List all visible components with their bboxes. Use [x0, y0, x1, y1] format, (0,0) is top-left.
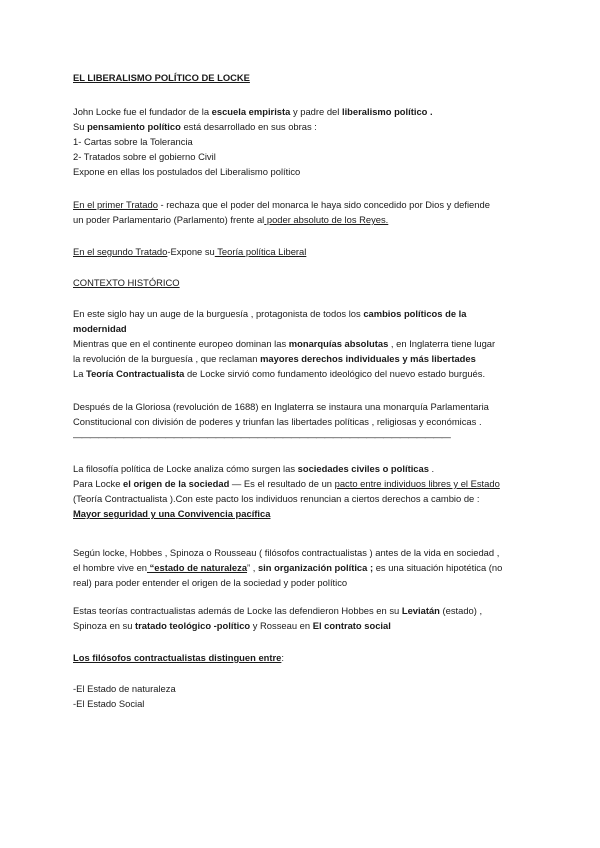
text: el hombre vive en: [73, 562, 147, 573]
segun-paragraph: [73, 545, 533, 590]
text: Para Locke: [73, 478, 124, 489]
text: .: [428, 463, 435, 474]
text: , en Inglaterra tiene lugar: [388, 338, 496, 349]
contexto-line-4: [73, 351, 533, 366]
bold-text: liberalismo político .: [341, 106, 433, 117]
list-item: -El Estado de naturaleza: [73, 683, 176, 694]
bold-text: mayores derechos individuales y más libertades: [260, 353, 476, 364]
text: :: [281, 652, 284, 663]
text: y Rosseau en: [250, 620, 313, 631]
estados-list: [73, 681, 533, 711]
bold-text: tratado teológico -político: [135, 620, 251, 631]
document-title: [73, 70, 533, 85]
text: Mientras que en el continente europeo dominan las: [73, 338, 289, 349]
bold-text: escuela empirista: [211, 106, 291, 117]
text: Estas teorías contractualistas además de Locke las defendieron Hobbes en su: [73, 605, 402, 616]
underlined-text: En el primer Tratado: [73, 199, 158, 210]
segun-line-1: Según locke, Hobbes , Spinoza o Rousseau ( filósofos contractualistas ) antes de la vida en sociedad ,: [73, 547, 500, 558]
gloriosa-line-1: Después de la Gloriosa (revolución de 1688) en Inglaterra se instaura una monarquía Parlamentaria: [73, 401, 489, 412]
text: - rechaza que el poder del monarca le haya sido concedido por Dios y defiende: [157, 199, 490, 210]
primer-tratado-paragraph: [73, 197, 533, 227]
text: un poder Parlamentario (Parlamento) frente al: [73, 214, 265, 225]
segundo-tratado-line: [73, 244, 533, 259]
text: (estado) ,: [439, 605, 483, 616]
bold-text: El contrato social: [312, 620, 391, 631]
teorias-line-2: [73, 618, 533, 633]
text: Su: [73, 121, 88, 132]
text: La filosofía política de Locke analiza cómo surgen las: [73, 463, 298, 474]
bold-text: modernidad: [73, 323, 127, 334]
bold-text: monarquías absolutas: [288, 338, 389, 349]
intro-line-2: [73, 119, 533, 134]
contexto-heading: CONTEXTO HISTÓRICO: [73, 277, 180, 288]
text: la revolución de la burguesía , que reclaman: [73, 353, 261, 364]
divider-rule: —————————————————————————————————————————————: [73, 431, 450, 442]
filosofia-line-4: [73, 506, 533, 521]
text: y padre del: [290, 106, 342, 117]
text: es una situación hipotética (no: [373, 562, 503, 573]
intro-line-1: [73, 104, 533, 119]
distinguen-line: [73, 650, 533, 665]
text: La: [73, 368, 87, 379]
contexto-line-5: [73, 366, 533, 381]
bold-text: sociedades civiles o políticas: [297, 463, 429, 474]
contexto-line-3: [73, 336, 533, 351]
teorias-paragraph: [73, 603, 533, 633]
bold-text: pensamiento político: [87, 121, 181, 132]
filosofia-line-1: [73, 461, 533, 476]
text: ” ,: [247, 562, 258, 573]
filosofia-line-2: [73, 476, 533, 491]
bold-text: cambios políticos de la: [363, 308, 467, 319]
underlined-text: poder absoluto de los Reyes.: [264, 214, 389, 225]
text: — Es el resultado de un: [229, 478, 335, 489]
text: John Locke fue el fundador de la: [73, 106, 212, 117]
text: -Expone su: [167, 246, 215, 257]
underlined-text: pacto entre individuos libres y el Estado: [334, 478, 500, 489]
text: de Locke sirvió como fundamento ideológico del nuevo estado burgués.: [184, 368, 486, 379]
bold-text: sin organización política ;: [257, 562, 374, 573]
primer-line-2: [73, 212, 533, 227]
gloriosa-paragraph: [73, 399, 533, 444]
filosofia-line-3: (Teoría Contractualista ).Con este pacto los individuos renuncian a ciertos derechos a cambio de :: [73, 493, 480, 504]
text: En este siglo hay un auge de la burguesía , protagonista de todos los: [73, 308, 364, 319]
intro-line-3: 1- Cartas sobre la Tolerancia: [73, 136, 193, 147]
underlined-text: Teoría política Liberal: [214, 246, 307, 257]
bold-text: Leviatán: [401, 605, 440, 616]
primer-line-1: [73, 197, 533, 212]
contexto-paragraph: [73, 306, 533, 381]
segun-line-3: real) para poder entender el origen de la sociedad y poder político: [73, 577, 348, 588]
filosofia-paragraph: [73, 461, 533, 521]
segun-line-2: [73, 560, 533, 575]
teorias-line-1: [73, 603, 533, 618]
bold-underlined-text: Mayor seguridad y una Convivencia pacífica: [73, 508, 271, 519]
bold-text: el origen de la sociedad: [123, 478, 230, 489]
intro-line-5: Expone en ellas los postulados del Liberalismo político: [73, 166, 301, 177]
gloriosa-line-2: Constitucional con división de poderes y triunfan las libertades políticas , religiosas y económicas .: [73, 416, 482, 427]
list-item: -El Estado Social: [73, 698, 145, 709]
text: Spinoza en su: [73, 620, 136, 631]
bold-underlined-text: “estado de naturaleza: [147, 562, 248, 573]
contexto-line-1: [73, 306, 533, 321]
contexto-line-2: [73, 321, 533, 336]
underlined-text: En el segundo Tratado: [73, 246, 168, 257]
intro-paragraph: [73, 104, 533, 179]
text: está desarrollado en sus obras :: [180, 121, 317, 132]
title-text: EL LIBERALISMO POLÍTICO DE LOCKE: [73, 72, 250, 83]
bold-underlined-text: Los filósofos contractualistas distinguen entre: [73, 652, 282, 663]
bold-text: Teoría Contractualista: [86, 368, 185, 379]
intro-line-4: 2- Tratados sobre el gobierno Civil: [73, 151, 216, 162]
